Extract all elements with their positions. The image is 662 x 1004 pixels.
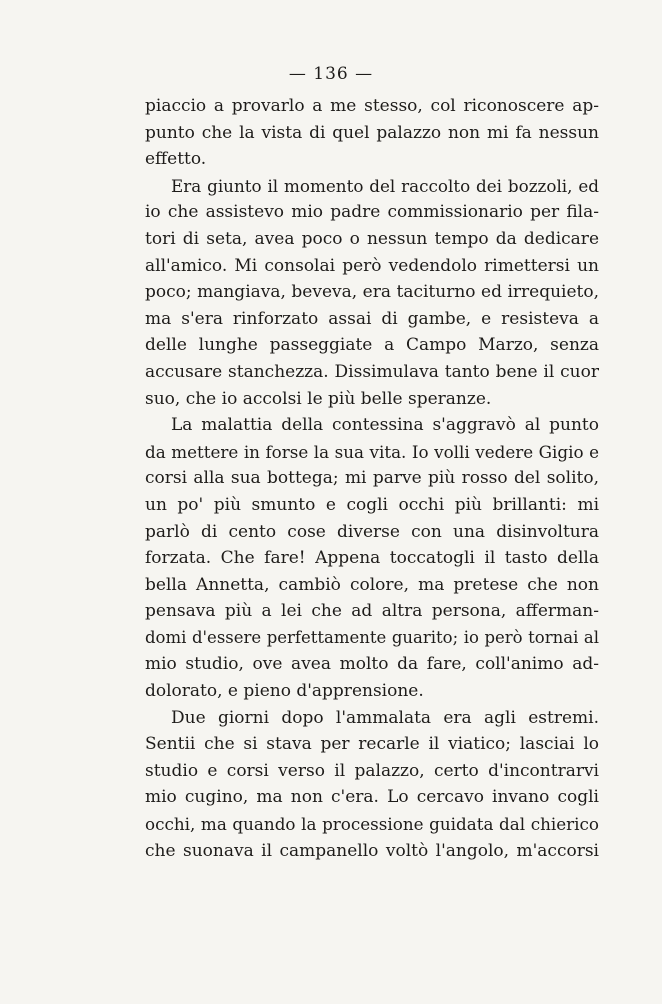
text-line: occhi, ma quando la processione guidata dal chierico: [145, 814, 599, 835]
text-line: effetto.: [145, 149, 207, 170]
text-line: mio studio, ove avea molto da fare, coll'animo ad-: [145, 654, 599, 675]
text-line: io che assistevo mio padre commissionario per fila-: [145, 202, 599, 223]
text-line: ma s'era rinforzato assai di gambe, e resisteva a: [145, 308, 599, 329]
text-line: parlò di cento cose diverse con una disinvoltura: [145, 521, 599, 542]
text-line: all'amico. Mi consolai però vedendolo rimettersi un: [145, 255, 599, 276]
text-line: Era giunto il momento del raccolto dei bozzoli, ed: [171, 175, 599, 196]
text-line: domi d'essere perfettamente guarito; io però tornai al: [145, 627, 599, 647]
text-line: accusare stanchezza. Dissimulava tanto bene il cuor: [145, 361, 599, 382]
text-line: forzata. Che fare! Appena toccatogli il tasto della: [145, 548, 599, 569]
text-line: che suonava il campanello voltò l'angolo, m'accorsi: [145, 840, 599, 861]
text-line: pensava più a lei che ad altra persona, afferman-: [145, 601, 599, 622]
text-line: punto che la vista di quel palazzo non mi fa nessun: [145, 122, 599, 143]
text-line: studio e corsi verso il palazzo, certo d'incontrarvi: [145, 760, 599, 781]
text-line: Due giorni dopo l'ammalata era agli estremi.: [171, 707, 599, 728]
text-line: da mettere in forse la sua vita. Io volli vedere Gigio e: [145, 441, 599, 462]
text-line: piaccio a provarlo a me stesso, col riconoscere ap-: [145, 96, 599, 116]
text-line: suo, che io accolsi le più belle speranze.: [145, 388, 492, 409]
text-line: bella Annetta, cambiò colore, ma pretese che non: [145, 574, 599, 595]
page-number: — 136 —: [288, 64, 374, 84]
text-line: mio cugino, ma non c'era. Lo cercavo invano cogli: [145, 787, 599, 808]
text-line: tori di seta, avea poco o nessun tempo da dedicare: [145, 228, 599, 249]
text-line: un po' più smunto e cogli occhi più brillanti: mi: [145, 494, 599, 515]
text-line: poco; mangiava, beveva, era taciturno ed irrequieto,: [145, 282, 599, 303]
text-line: delle lunghe passeggiate a Campo Marzo, senza: [145, 335, 599, 356]
text-line: dolorato, e pieno d'apprensione.: [145, 681, 424, 702]
body-text: [145, 93, 599, 864]
text-line: Sentii che si stava per recarle il viatico; lasciai lo: [145, 734, 599, 755]
text-line: corsi alla sua bottega; mi parve più rosso del solito,: [145, 468, 599, 489]
text-line: La malattia della contessina s'aggravò al punto: [171, 415, 599, 436]
